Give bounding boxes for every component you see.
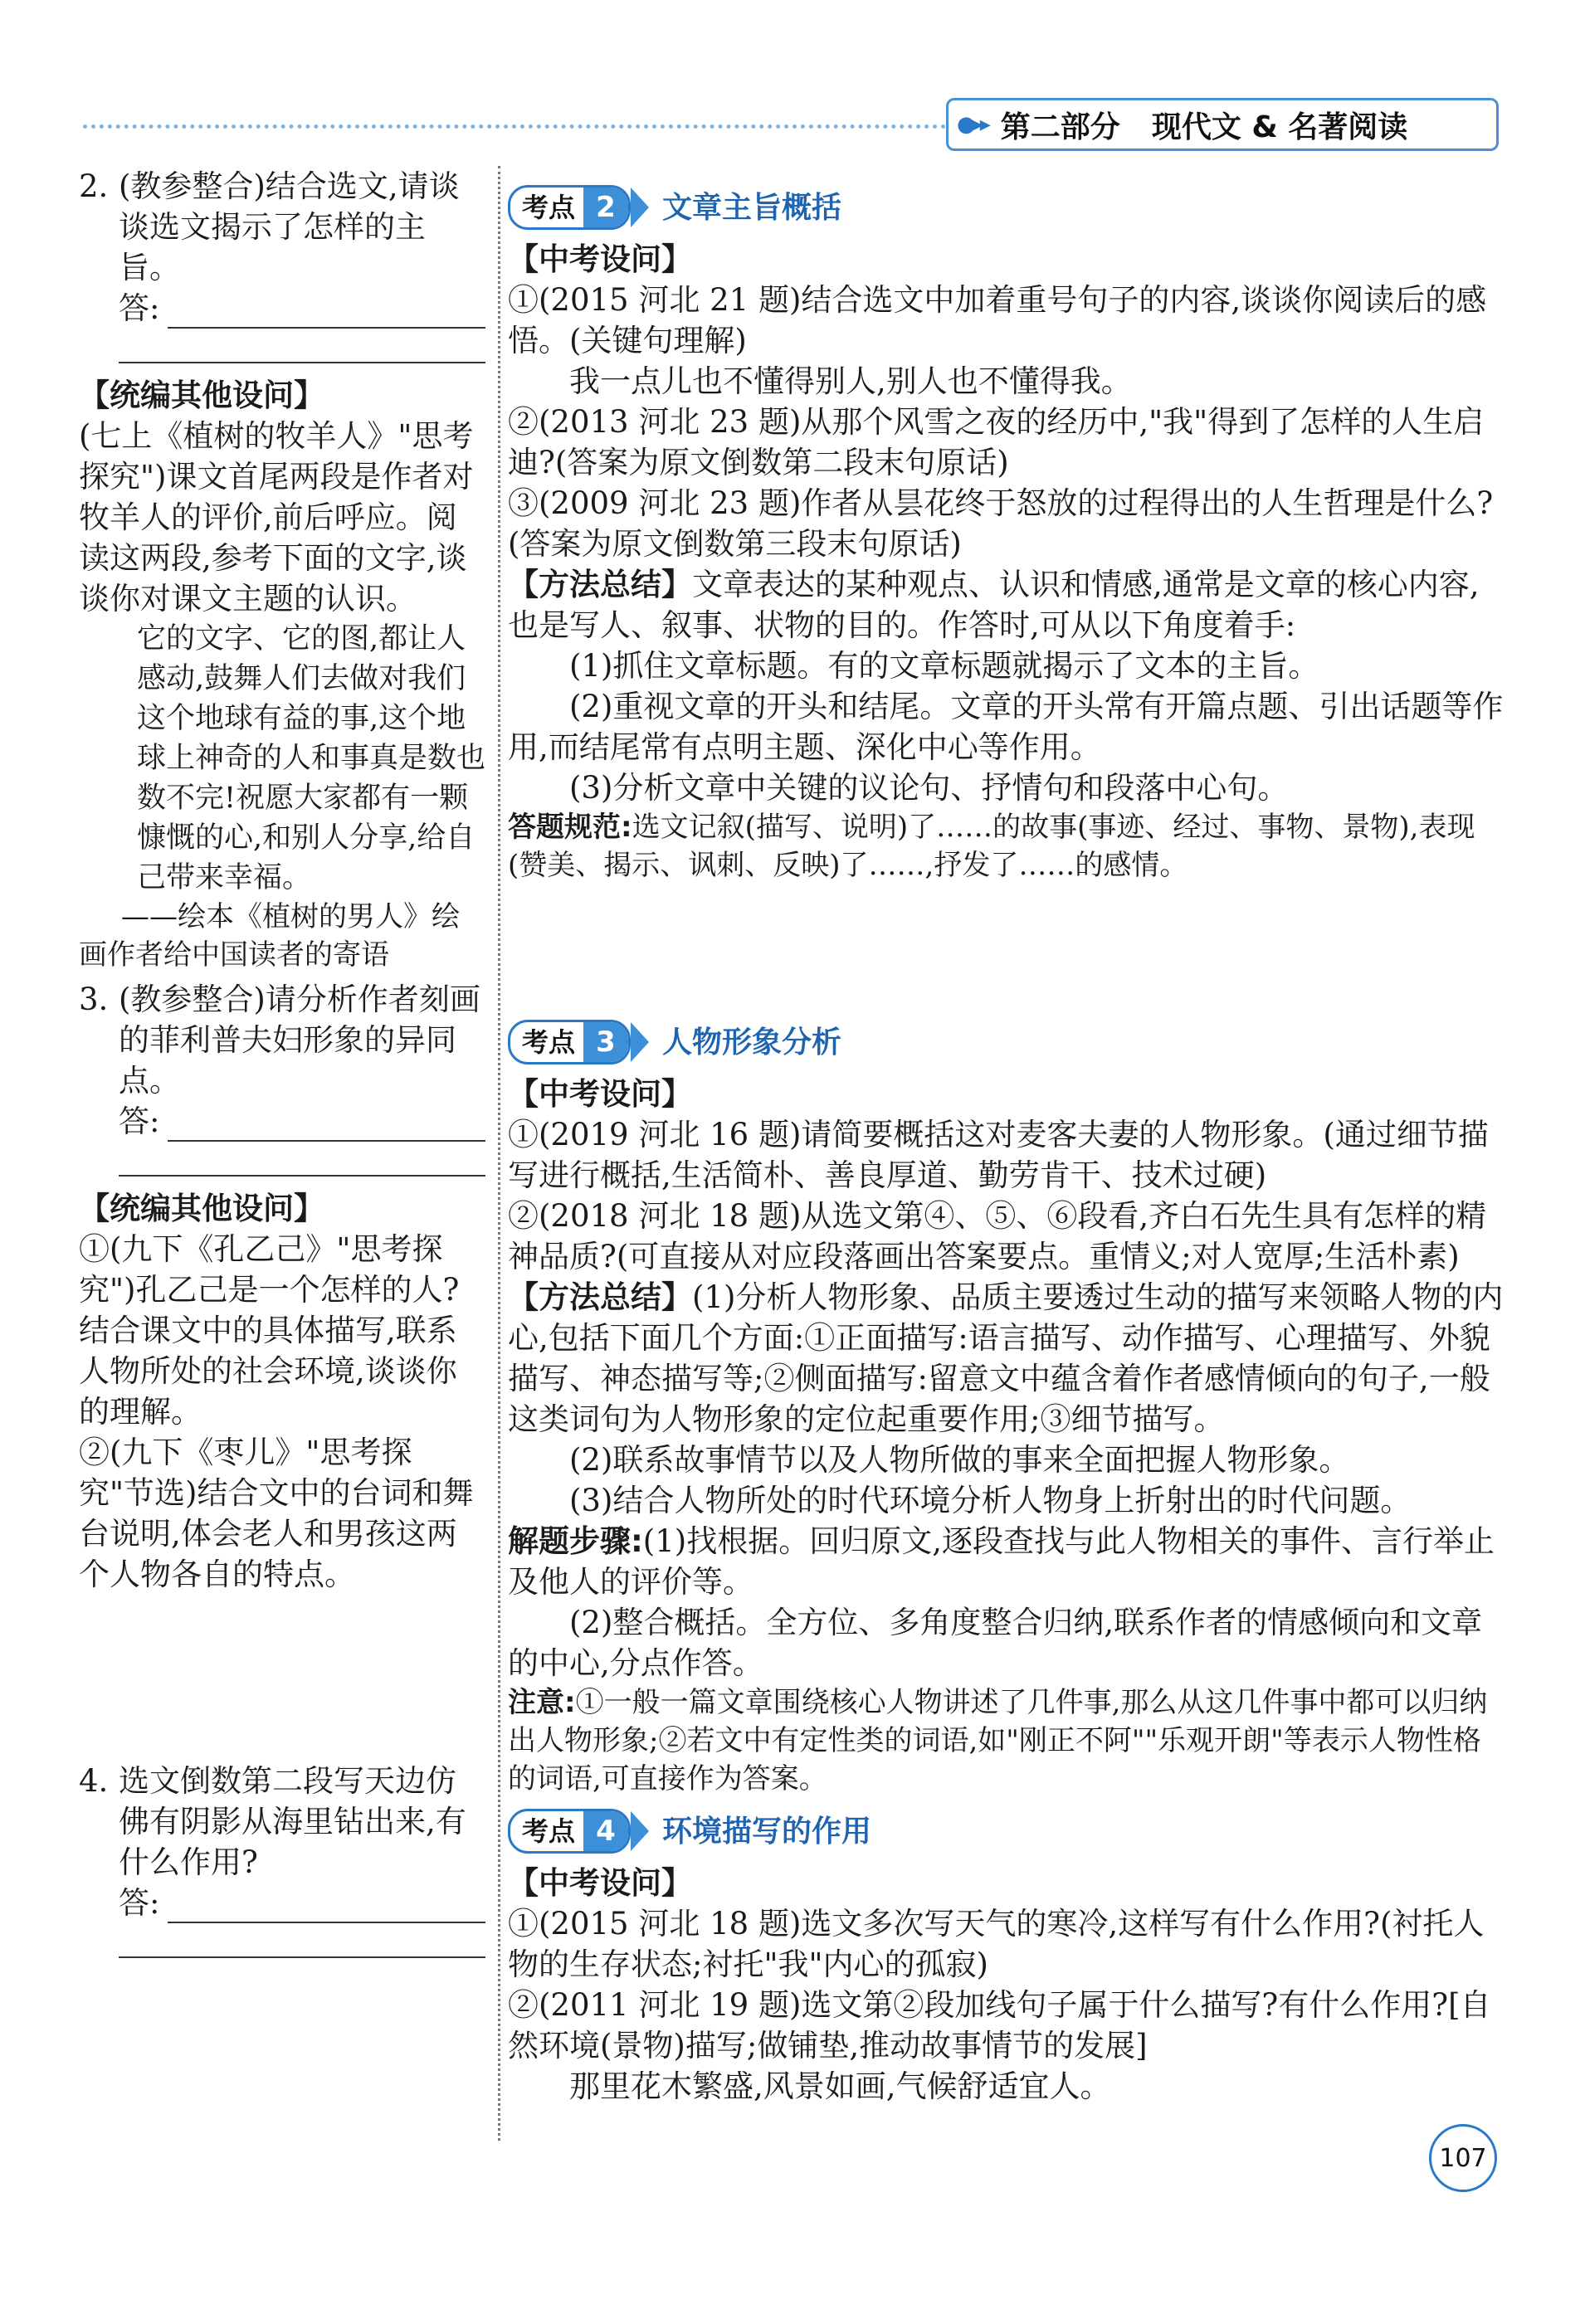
answer-label: 答: (119, 1885, 160, 1921)
arrow-icon (631, 1022, 649, 1062)
kaodian-title: 文章主旨概括 (662, 190, 842, 225)
left-column (79, 166, 485, 1958)
step-text: (1)找根据。回归原文,逐段查找与此人物相关的事件、言行举止及他人的评价等。 (508, 1523, 1495, 1600)
method-label: 【方法总结】 (508, 1279, 692, 1315)
method-point: (3)分析文章中关键的议论句、抒情句和段落中心句。 (569, 770, 1289, 806)
question-2 (79, 166, 485, 288)
zhongkao-question: ②(2011 河北 19 题)选文第②段加线句子属于什么描写?有什么作用?[自然环境(景物)描写;做铺垫,推动故事情节的发展] (508, 1987, 1491, 2063)
zhongkao-question: ①(2019 河北 16 题)请简要概括这对麦客夫妻的人物形象。(通过细节描写进行概括,生活简朴、善良厚道、勤劳肯干、技术过硬) (508, 1117, 1489, 1193)
section-header (946, 98, 1499, 151)
zhongkao-question: ②(2013 河北 23 题)从那个风雪之夜的经历中,"我"得到了怎样的人生启迪?(答案为原文倒数第二段末句原话) (508, 404, 1485, 480)
zhongkao-question: ①(2015 河北 21 题)结合选文中加着重号句子的内容,谈谈你阅读后的感悟。(关键句理解) (508, 282, 1487, 358)
method-label: 【方法总结】 (508, 567, 692, 602)
note-label: 注意: (508, 1686, 576, 1719)
answer-blank-line[interactable] (119, 1142, 485, 1177)
question-number: 3. (79, 982, 109, 1017)
column-divider (498, 166, 500, 2141)
answer-label: 答: (119, 1104, 160, 1139)
steps-label: 解题步骤: (508, 1523, 643, 1559)
zhongkao-heading: 【中考设问】 (508, 1865, 692, 1901)
answer-blank-line[interactable] (119, 1923, 485, 1958)
arrow-icon (631, 188, 649, 227)
quote-text: 它的文字、它的图,都让人感动,鼓舞人们去做对我们这个地球有益的事,这个地球上神奇的人和事真是数也数不完!祝愿大家都有一颗慷慨的心,和别人分享,给自己带来幸福。 (137, 622, 486, 894)
method-point: (2)联系故事情节以及人物所做的事来全面把握人物形象。 (569, 1442, 1350, 1478)
other-questions-heading: 【统编其他设问】 (79, 378, 324, 413)
quote-source: ——绘本《植树的男人》绘画作者给中国读者的寄语 (79, 900, 460, 972)
badge-number: 2 (583, 188, 628, 227)
kaodian-2-tag (508, 183, 1504, 232)
norm-label: 答题规范: (508, 811, 632, 844)
method-text: 文章表达的某种观点、认识和情感,通常是文章的核心内容,也是写人、叙事、状物的目的。作答时,可从以下角度着手: (508, 567, 1480, 643)
right-column (508, 174, 1504, 2107)
header-part: 第二部分 (1000, 110, 1120, 144)
kaodian-title: 环境描写的作用 (662, 1814, 872, 1849)
answer-line[interactable] (79, 1101, 485, 1142)
badge-number: 3 (583, 1022, 628, 1062)
zhongkao-question: ③(2009 河北 23 题)作者从昙花终于怒放的过程得出的人生哲理是什么?(答案为原文倒数第三段末句原话) (508, 485, 1494, 562)
zhongkao-question: ②(2018 河北 18 题)从选文第④、⑤、⑥段看,齐白石先生具有怎样的精神品质?(可直接从对应段落画出答案要点。重情义;对人宽厚;生活朴素) (508, 1198, 1487, 1274)
answer-line[interactable] (79, 288, 485, 329)
key-sentence: 我一点儿也不懂得别人,别人也不懂得我。 (569, 363, 1132, 399)
key-sentence: 那里花木繁盛,风景如画,气候舒适宜人。 (569, 2068, 1111, 2104)
arrow-icon (631, 1811, 649, 1851)
zhongkao-question: ①(2015 河北 18 题)选文多次写天气的寒冷,这样写有什么作用?(衬托人物的生存状态;衬托"我"内心的孤寂) (508, 1906, 1485, 1982)
question-text: (教参整合)请分析作者刻画的菲利普夫妇形象的异同点。 (119, 982, 480, 1099)
question-number: 4. (79, 1763, 109, 1799)
question-3 (79, 979, 485, 1101)
kaodian-title: 人物形象分析 (662, 1025, 842, 1060)
badge-number: 4 (583, 1811, 628, 1851)
answer-line[interactable] (79, 1883, 485, 1923)
question-4 (79, 1761, 485, 1883)
header-dotted-rule (83, 124, 946, 129)
page-number: 107 (1429, 2124, 1497, 2192)
note-text: ①一般一篇文章围绕核心人物讲述了几件事,那么从这几件事中都可以归纳出人物形象;②若文中有定性类的词语,如"刚正不阿""乐观开朗"等表示人物性格的词语,可直接作为答案。 (508, 1686, 1488, 1795)
method-text: (1)分析人物形象、品质主要透过生动的描写来领略人物的内心,包括下面几个方面:①正面描写:语言描写、动作描写、心理描写、外貌描写、神态描写等;②侧面描写:留意文中蕴含着作者感情倾向的句子,一般这类词句为人物形象的定位起重要作用;③细节描写。 (508, 1279, 1504, 1437)
kaodian-4-tag (508, 1806, 1504, 1856)
other-question-item: ①(九下《孔乙己》"思考探究")孔乙己是一个怎样的人?结合课文中的具体描写,联系人物所处的社会环境,谈谈你的理解。 (79, 1231, 460, 1430)
kaodian-badge (508, 185, 631, 230)
badge-label: 考点 (522, 1815, 576, 1847)
badge-label: 考点 (522, 1026, 576, 1058)
answer-label: 答: (119, 290, 160, 326)
zhongkao-heading: 【中考设问】 (508, 1076, 692, 1112)
question-number: 2. (79, 168, 109, 204)
norm-text: 选文记叙(描写、说明)了……的故事(事迹、经过、事物、景物),表现(赞美、揭示、讽刺、反映)了……,抒发了……的感情。 (508, 811, 1475, 882)
step-text: (2)整合概括。全方位、多角度整合归纳,联系作者的情感倾向和文章的中心,分点作答。 (508, 1605, 1483, 1681)
badge-label: 考点 (522, 191, 576, 223)
kaodian-3-tag (508, 1017, 1504, 1067)
other-question-item: ②(九下《枣儿》"思考探究"节选)结合文中的台词和舞台说明,体会老人和男孩这两个人物各自的特点。 (79, 1435, 474, 1592)
other-questions-heading: 【统编其他设问】 (79, 1191, 324, 1226)
question-text: 选文倒数第二段写天边仿佛有阴影从海里钻出来,有什么作用? (119, 1763, 466, 1880)
question-text: (教参整合)结合选文,请谈谈选文揭示了怎样的主旨。 (119, 168, 460, 285)
method-point: (2)重视文章的开头和结尾。文章的开头常有开篇点题、引出话题等作用,而结尾常有点明主题、深化中心等作用。 (508, 689, 1504, 765)
method-point: (1)抓住文章标题。有的文章标题就揭示了文本的主旨。 (569, 648, 1319, 684)
method-point: (3)结合人物所处的时代环境分析人物身上折射出的时代问题。 (569, 1483, 1412, 1518)
header-section: 现代文 & 名著阅读 (1151, 110, 1408, 144)
zhongkao-heading: 【中考设问】 (508, 241, 692, 277)
kaodian-badge (508, 1020, 631, 1065)
kaodian-badge (508, 1809, 631, 1854)
other-question-text: (七上《植树的牧羊人》"思考探究")课文首尾两段是作者对牧羊人的评价,前后呼应。阅读这两段,参考下面的文字,谈谈你对课文主题的认识。 (79, 418, 474, 616)
answer-blank-line[interactable] (119, 329, 485, 363)
double-arrow-icon: ●▸▸ (957, 112, 988, 137)
